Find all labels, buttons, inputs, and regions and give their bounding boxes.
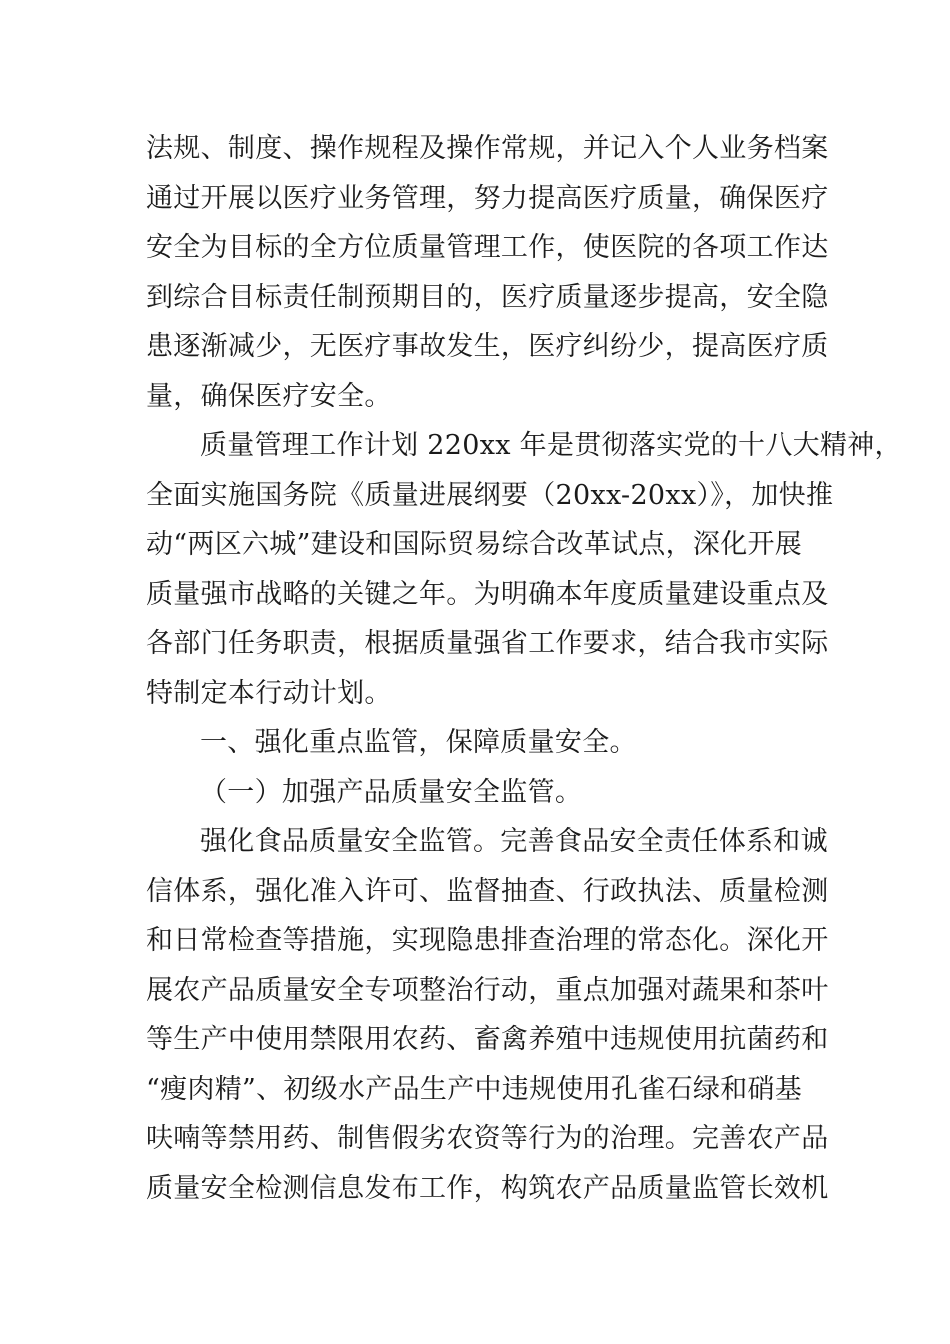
- subsection-heading: （一）加强产品质量安全监管。: [200, 776, 583, 808]
- text-line: 各部门任务职责，根据质量强省工作要求，结合我市实际: [146, 628, 829, 659]
- text-line: 信体系，强化准入许可、监督抽查、行政执法、质量检测: [146, 875, 829, 907]
- text-line: 展农产品质量安全专项整治行动，重点加强对蔬果和茶叶: [146, 974, 829, 1006]
- text-line: 安全为目标的全方位质量管理工作，使医院的各项工作达: [146, 232, 829, 263]
- text-line: 等生产中使用禁限用农药、畜禽养殖中违规使用抗菌药和: [146, 1024, 829, 1055]
- text-line: 到综合目标责任制预期目的，医疗质量逐步提高，安全隐: [146, 281, 829, 313]
- document-body: [146, 124, 902, 1213]
- text-line: “瘦肉精”、初级水产品生产中违规使用孔雀石绿和硝基: [146, 1073, 803, 1105]
- text-line: 患逐渐减少，无医疗事故发生，医疗纠纷少，提高医疗质: [146, 331, 829, 362]
- text-line: 特制定本行动计划。: [146, 677, 392, 709]
- text-line: 质量强市战略的关键之年。为明确本年度质量建设重点及: [146, 578, 829, 610]
- text-line: 量，确保医疗安全。: [146, 380, 392, 412]
- section-heading: 一、强化重点监管，保障质量安全。: [200, 727, 637, 758]
- paragraph-first-line: 强化食品质量安全监管。完善食品安全责任体系和诚: [200, 826, 828, 857]
- paragraph-first-line: 质量管理工作计划 220xx 年是贯彻落实党的十八大精神，: [200, 430, 902, 461]
- text-line: 法规、制度、操作规程及操作常规，并记入个人业务档案: [146, 133, 829, 164]
- text-line: 和日常检查等措施，实现隐患排查治理的常态化。深化开: [146, 925, 829, 956]
- text-line: 质量安全检测信息发布工作，构筑农产品质量监管长效机: [146, 1172, 829, 1204]
- text-line: 全面实施国务院《质量进展纲要（20xx-20xx）》，加快推: [146, 479, 834, 511]
- text-line: 呋喃等禁用药、制售假劣农资等行为的治理。完善农产品: [146, 1123, 829, 1154]
- text-line: 通过开展以医疗业务管理，努力提高医疗质量，确保医疗: [146, 182, 829, 214]
- text-line: 动“两区六城”建设和国际贸易综合改革试点，深化开展: [146, 529, 803, 560]
